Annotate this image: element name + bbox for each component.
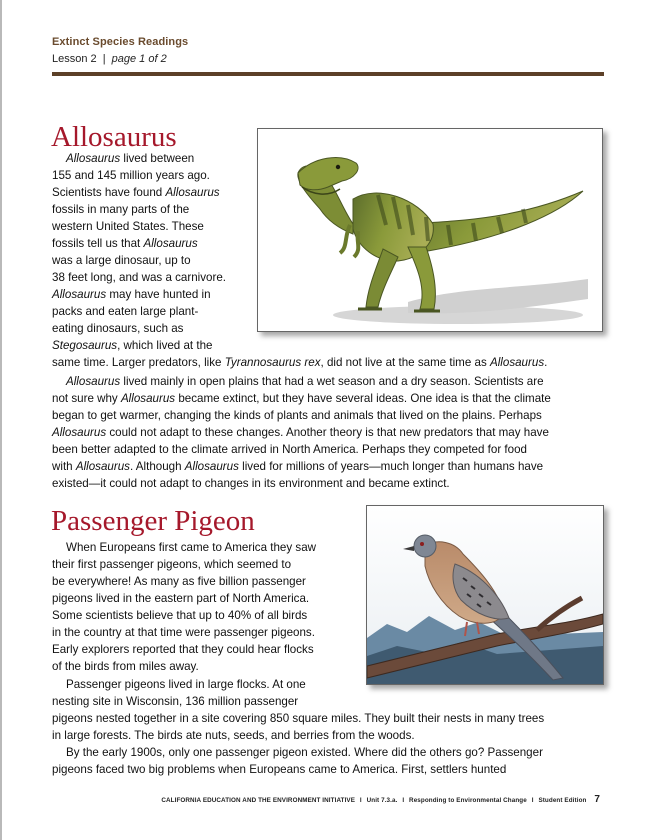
italic-term: Allosaurus	[143, 237, 198, 250]
pigeon-paragraph-3	[52, 744, 600, 778]
text-segment: could not adapt to these changes. Another theory is that new predators that may have	[106, 426, 549, 439]
text-segment: became extinct, but they have several ideas. One idea is that the climate	[175, 392, 551, 405]
page-footer	[0, 794, 600, 805]
text-segment: with	[52, 460, 76, 473]
text-line	[52, 744, 600, 761]
text-segment: Some scientists believe that up to 40% of all birds	[52, 609, 308, 622]
allosaurus-heading: Allosaurus	[51, 121, 177, 153]
text-segment: existed—it could not adapt to changes in its environment and became extinct.	[52, 477, 450, 490]
lesson-separator: |	[102, 53, 106, 65]
text-segment: not sure why	[52, 392, 121, 405]
italic-term: Allosaurus	[165, 186, 220, 199]
text-segment: Passenger pigeons lived in large flocks. At one	[66, 678, 306, 691]
text-segment: Early explorers reported that they could hear flocks	[52, 643, 314, 656]
page-header	[52, 36, 604, 65]
text-segment: When Europeans first came to America they saw	[66, 541, 317, 554]
footer-initiative: CALIFORNIA EDUCATION AND THE ENVIRONMENT INITIATIVE	[161, 797, 356, 804]
text-line	[52, 710, 600, 727]
text-line	[52, 475, 600, 492]
page-indicator: page 1 of 2	[111, 53, 167, 65]
text-segment: fossils tell us that	[52, 237, 144, 250]
text-segment: . Although	[129, 460, 185, 473]
text-line	[52, 458, 600, 475]
header-rule	[52, 72, 604, 76]
text-segment: , did not live at the same time as	[320, 356, 490, 369]
passenger-pigeon-illustration	[366, 505, 604, 685]
text-segment: pigeons nested together in a site covering 850 square miles. They built their nests in many trees	[52, 712, 545, 725]
lesson-label: Lesson 2	[52, 53, 97, 65]
footer-separator: I	[531, 797, 534, 804]
text-segment: their first passenger pigeons, which seemed to	[52, 558, 292, 571]
italic-term: Allosaurus	[52, 426, 107, 439]
allosaurus-paragraph-2	[52, 373, 600, 492]
italic-term: Allosaurus	[52, 288, 107, 301]
text-segment: pigeons lived in the eastern part of North America.	[52, 592, 310, 605]
text-segment: been better adapted to the climate arrived in North America. Perhaps they competed for food	[52, 443, 527, 456]
allosaurus-illustration	[257, 128, 603, 332]
footer-edition: Student Edition	[538, 797, 587, 804]
page-number: 7	[594, 794, 600, 805]
text-segment: Scientists have found	[52, 186, 166, 199]
allosaurus-icon	[258, 129, 602, 331]
series-title: Extinct Species Readings	[52, 36, 189, 48]
text-segment: , which lived at the	[117, 339, 213, 352]
footer-separator: I	[359, 797, 362, 804]
footer-unit-title: Responding to Environmental Change	[409, 797, 527, 804]
text-segment: 38 feet long, and was a carnivore.	[52, 271, 227, 284]
text-line	[52, 676, 600, 693]
italic-term: Allosaurus	[489, 356, 545, 369]
text-segment: eating dinosaurs, such as	[52, 322, 184, 335]
text-segment: in large forests. The birds ate nuts, seeds, and berries from the woods.	[52, 729, 415, 742]
text-segment: of the birds from miles away.	[52, 660, 199, 673]
text-line	[52, 761, 600, 778]
italic-term: Allosaurus	[120, 392, 176, 405]
italic-term: Allosaurus	[66, 152, 121, 165]
text-line	[52, 424, 600, 441]
text-segment: nesting site in Wisconsin, 136 million passenger	[52, 695, 299, 708]
text-line	[52, 441, 600, 458]
text-segment: 155 and 145 million years ago.	[52, 169, 210, 182]
text-line	[52, 693, 600, 710]
italic-term: Tyrannosaurus rex	[224, 356, 321, 369]
text-segment: be everywhere! As many as five billion passenger	[52, 575, 306, 588]
text-segment: lived for millions of years—much longer than humans have	[238, 460, 544, 473]
text-segment: By the early 1900s, only one passenger pigeon existed. Where did the others go? Passenger	[66, 746, 543, 759]
text-line	[52, 373, 600, 390]
text-line	[52, 354, 600, 371]
italic-term: Allosaurus	[66, 375, 121, 388]
text-line	[52, 407, 600, 424]
text-line	[52, 337, 600, 354]
text-segment: began to get warmer, changing the kinds of plants and animals that lived on the plains. Perhaps	[52, 409, 542, 422]
text-line	[52, 727, 600, 744]
footer-unit: Unit 7.3.a.	[366, 797, 398, 804]
passenger-pigeon-heading: Passenger Pigeon	[51, 505, 255, 537]
pigeon-paragraph-2	[52, 676, 600, 744]
text-segment: in the country at that time were passenger pigeons.	[52, 626, 315, 639]
footer-separator: I	[402, 797, 405, 804]
text-segment: packs and eaten large plant-	[52, 305, 199, 318]
text-segment: same time. Larger predators, like	[52, 356, 225, 369]
italic-term: Allosaurus	[184, 460, 239, 473]
text-segment: may have hunted in	[106, 288, 211, 301]
text-segment: lived between	[120, 152, 195, 165]
text-segment: fossils in many parts of the	[52, 203, 190, 216]
italic-term: Stegosaurus	[52, 339, 118, 352]
text-segment: lived mainly in open plains that had a wet season and a dry season. Scientists are	[120, 375, 544, 388]
page-edge-rule	[0, 0, 2, 840]
text-segment: was a large dinosaur, up to	[52, 254, 191, 267]
text-line	[52, 390, 600, 407]
text-segment: western United States. These	[52, 220, 204, 233]
italic-term: Allosaurus	[75, 460, 130, 473]
passenger-pigeon-icon	[367, 506, 603, 684]
lesson-line	[52, 53, 604, 65]
text-segment: pigeons faced two big problems when Europeans came to America. First, settlers hunted	[52, 763, 507, 776]
text-segment: .	[544, 356, 548, 369]
